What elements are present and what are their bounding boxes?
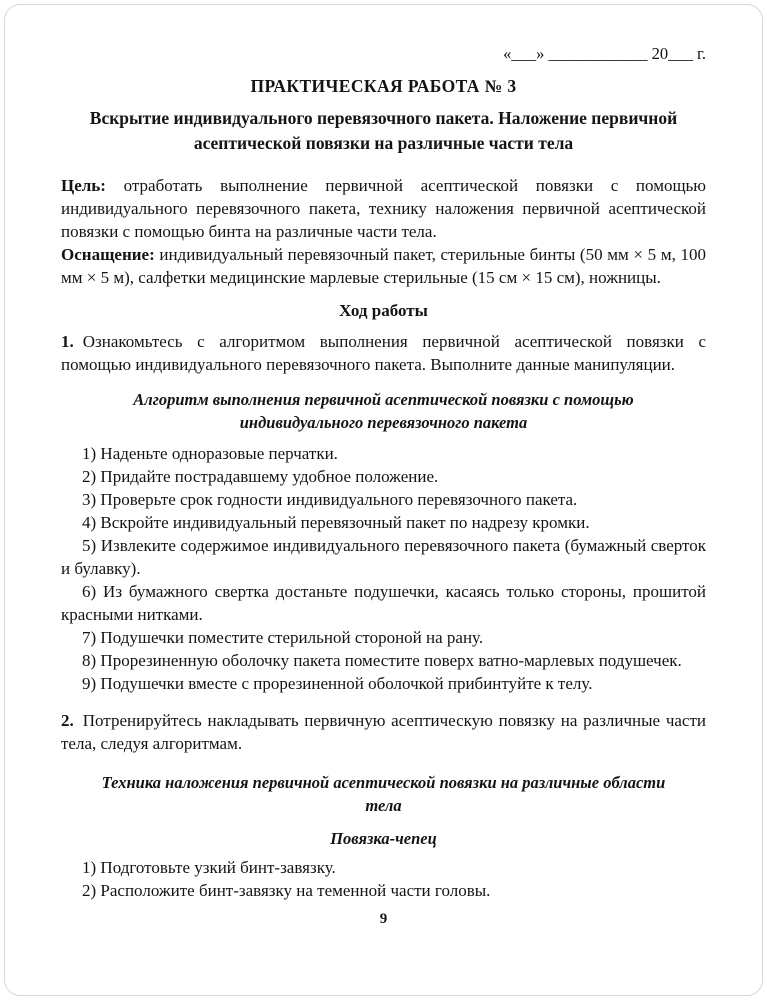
equipment-text: индивидуальный перевязочный пакет, стерильные бинты (50 мм × 5 м, 100 мм × 5 м), салфетки медицинские марлевые стерильные (15 см × 15 см), ножницы. [61, 245, 706, 287]
goal-paragraph [61, 174, 706, 243]
task-1-paragraph [61, 330, 706, 376]
list-item: 2) Придайте пострадавшему удобное положение. [82, 467, 439, 486]
work-progress-heading: Ход работы [339, 301, 428, 320]
page-number: 9 [379, 911, 388, 927]
list-item: 6) Из бумажного свертка достаньте подушечки, касаясь только стороны, прошитой красными нитками. [61, 582, 706, 624]
task-2-number: 2. [61, 711, 74, 730]
page-content [61, 42, 706, 902]
page-subtitle: Вскрытие индивидуального перевязочного пакета. Наложение первичной асептической повязки на различные части тела [89, 108, 678, 153]
list-item: 5) Извлеките содержимое индивидуального перевязочного пакета (бумажный сверток и булавку). [61, 536, 706, 578]
list-item: 8) Прорезиненную оболочку пакета поместите поверх ватно-марлевых подушечек. [82, 651, 682, 670]
goal-label: Цель: [61, 176, 106, 195]
technique-heading: Техника наложения первичной асептической повязки на различные области тела [101, 773, 666, 815]
cap-steps-list [61, 856, 706, 902]
algorithm-steps-list [61, 442, 706, 695]
page-title: ПРАКТИЧЕСКАЯ РАБОТА № 3 [250, 76, 517, 96]
algorithm-heading: Алгоритм выполнения первичной асептической повязки с помощью индивидуального перевязочного пакета [133, 390, 634, 432]
date-blank-line: «___» ____________ 20___ г. [503, 44, 706, 63]
list-item: 1) Наденьте одноразовые перчатки. [82, 444, 338, 463]
equipment-paragraph [61, 243, 706, 289]
equipment-label: Оснащение: [61, 245, 155, 264]
task-2-text: Потренируйтесь накладывать первичную асептическую повязку на различные части тела, следуя алгоритмам. [61, 711, 706, 753]
list-item: 1) Подготовьте узкий бинт-завязку. [82, 858, 336, 877]
task-1-text: Ознакомьтесь с алгоритмом выполнения первичной асептической повязки с помощью индивидуального перевязочного пакета. Выполните данные манипуляции. [61, 332, 706, 374]
list-item: 3) Проверьте срок годности индивидуального перевязочного пакета. [82, 490, 578, 509]
task-1-number: 1. [61, 332, 74, 351]
goal-text: отработать выполнение первичной асептической повязки с помощью индивидуального перевязочного пакета, технику наложения первичной асептической повязки с помощью бинта на различные части тела. [61, 176, 706, 241]
list-item: 2) Расположите бинт-завязку на теменной части головы. [82, 881, 491, 900]
task-2-paragraph [61, 709, 706, 755]
list-item: 4) Вскройте индивидуальный перевязочный пакет по надрезу кромки. [82, 513, 590, 532]
list-item: 9) Подушечки вместе с прорезиненной оболочкой прибинтуйте к телу. [82, 674, 593, 693]
cap-bandage-heading: Повязка-чепец [330, 829, 437, 848]
list-item: 7) Подушечки поместите стерильной стороной на рану. [82, 628, 484, 647]
